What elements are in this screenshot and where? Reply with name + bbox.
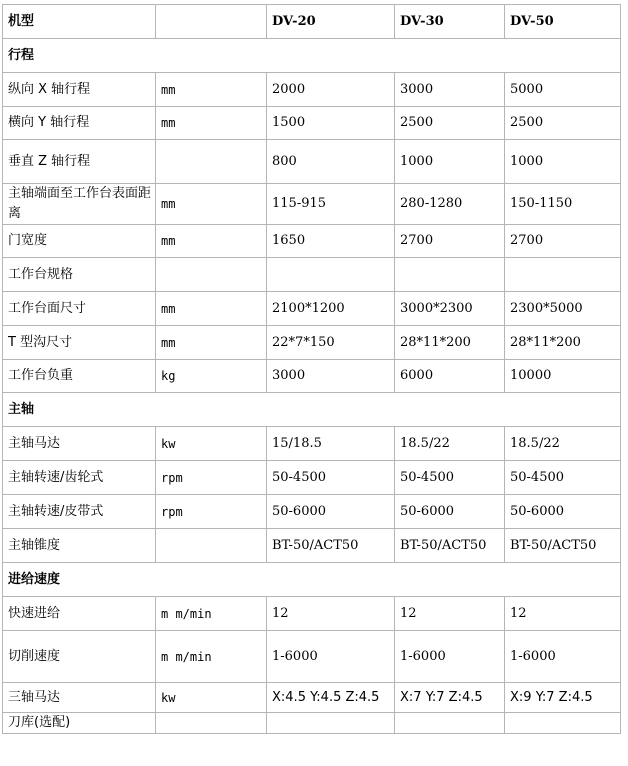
value-dv20: 12: [267, 597, 395, 631]
value-dv20: 50-6000: [267, 495, 395, 529]
row-unit: kw: [156, 427, 267, 461]
table-row: [3, 713, 621, 734]
row-unit: [156, 529, 267, 563]
row-label: 横向 Y 轴行程: [3, 107, 156, 140]
row-unit: kw: [156, 683, 267, 713]
value-dv30: 1-6000: [395, 631, 505, 683]
row-label: 主轴马达: [3, 427, 156, 461]
section-title: 主轴: [3, 393, 621, 427]
spec-table: [2, 4, 621, 734]
value-dv50: [505, 713, 621, 734]
row-label: 快速进给: [3, 597, 156, 631]
value-dv20: BT-50/ACT50: [267, 529, 395, 563]
header-unit: [156, 5, 267, 39]
value-dv50: 50-4500: [505, 461, 621, 495]
table-row: [3, 225, 621, 258]
row-label: 主轴转速/皮带式: [3, 495, 156, 529]
table-row: [3, 631, 621, 683]
value-dv30: 28*11*200: [395, 326, 505, 360]
row-label: 三轴马达: [3, 683, 156, 713]
table-row: [3, 292, 621, 326]
value-dv30: 50-6000: [395, 495, 505, 529]
section-row: [3, 39, 621, 73]
value-dv30: 18.5/22: [395, 427, 505, 461]
value-dv20: 50-4500: [267, 461, 395, 495]
value-dv30: BT-50/ACT50: [395, 529, 505, 563]
section-row: [3, 393, 621, 427]
value-dv50: 150-1150: [505, 184, 621, 225]
value-dv30: [395, 258, 505, 292]
row-unit: mm: [156, 73, 267, 107]
table-row: [3, 683, 621, 713]
row-unit: mm: [156, 292, 267, 326]
table-row: [3, 184, 621, 225]
value-dv50: 10000: [505, 360, 621, 393]
value-dv50: 18.5/22: [505, 427, 621, 461]
row-label: 主轴锥度: [3, 529, 156, 563]
value-dv30: 2700: [395, 225, 505, 258]
header-dv30: DV-30: [395, 5, 505, 39]
row-label: 工作台规格: [3, 258, 156, 292]
value-dv50: 2500: [505, 107, 621, 140]
value-dv20: 3000: [267, 360, 395, 393]
row-unit: [156, 258, 267, 292]
row-label: 门宽度: [3, 225, 156, 258]
row-unit: rpm: [156, 495, 267, 529]
value-dv30: 12: [395, 597, 505, 631]
table-row: [3, 597, 621, 631]
row-label: 刀库(选配): [3, 713, 156, 734]
value-dv50: BT-50/ACT50: [505, 529, 621, 563]
value-dv20: 15/18.5: [267, 427, 395, 461]
table-row: [3, 360, 621, 393]
header-dv20: DV-20: [267, 5, 395, 39]
value-dv30: X:7 Y:7 Z:4.5: [395, 683, 505, 713]
table-row: [3, 427, 621, 461]
row-label: 主轴转速/齿轮式: [3, 461, 156, 495]
row-label: 工作台面尺寸: [3, 292, 156, 326]
table-row: [3, 461, 621, 495]
value-dv30: 3000: [395, 73, 505, 107]
value-dv20: 800: [267, 140, 395, 184]
table-row: [3, 495, 621, 529]
row-unit: m m/min: [156, 631, 267, 683]
value-dv20: 1-6000: [267, 631, 395, 683]
section-title: 进给速度: [3, 563, 621, 597]
table-row: [3, 326, 621, 360]
table-row: [3, 140, 621, 184]
value-dv30: 6000: [395, 360, 505, 393]
value-dv50: 2300*5000: [505, 292, 621, 326]
row-unit: rpm: [156, 461, 267, 495]
value-dv50: 1-6000: [505, 631, 621, 683]
row-unit: mm: [156, 326, 267, 360]
header-dv50: DV-50: [505, 5, 621, 39]
value-dv30: 1000: [395, 140, 505, 184]
row-unit: mm: [156, 184, 267, 225]
value-dv50: 28*11*200: [505, 326, 621, 360]
row-unit: [156, 713, 267, 734]
row-unit: m m/min: [156, 597, 267, 631]
value-dv20: 115-915: [267, 184, 395, 225]
value-dv50: 2700: [505, 225, 621, 258]
value-dv20: [267, 258, 395, 292]
value-dv20: 1500: [267, 107, 395, 140]
value-dv50: 50-6000: [505, 495, 621, 529]
value-dv30: [395, 713, 505, 734]
value-dv20: 1650: [267, 225, 395, 258]
section-title: 行程: [3, 39, 621, 73]
table-row: [3, 258, 621, 292]
row-unit: kg: [156, 360, 267, 393]
row-unit: mm: [156, 107, 267, 140]
value-dv30: 280-1280: [395, 184, 505, 225]
row-label: 垂直 Z 轴行程: [3, 140, 156, 184]
row-label: 主轴端面至工作台表面距离: [3, 184, 156, 225]
value-dv20: 2000: [267, 73, 395, 107]
section-row: [3, 563, 621, 597]
table-row: [3, 73, 621, 107]
value-dv50: 5000: [505, 73, 621, 107]
row-label: 工作台负重: [3, 360, 156, 393]
value-dv50: 12: [505, 597, 621, 631]
value-dv30: 2500: [395, 107, 505, 140]
value-dv20: [267, 713, 395, 734]
value-dv20: 2100*1200: [267, 292, 395, 326]
row-label: T 型沟尺寸: [3, 326, 156, 360]
row-unit: [156, 140, 267, 184]
header-model: 机型: [3, 5, 156, 39]
row-label: 切削速度: [3, 631, 156, 683]
value-dv50: [505, 258, 621, 292]
value-dv20: 22*7*150: [267, 326, 395, 360]
table-row: [3, 529, 621, 563]
table-row: [3, 107, 621, 140]
row-unit: mm: [156, 225, 267, 258]
value-dv50: 1000: [505, 140, 621, 184]
value-dv50: X:9 Y:7 Z:4.5: [505, 683, 621, 713]
header-row: [3, 5, 621, 39]
row-label: 纵向 X 轴行程: [3, 73, 156, 107]
value-dv30: 3000*2300: [395, 292, 505, 326]
value-dv30: 50-4500: [395, 461, 505, 495]
value-dv20: X:4.5 Y:4.5 Z:4.5: [267, 683, 395, 713]
